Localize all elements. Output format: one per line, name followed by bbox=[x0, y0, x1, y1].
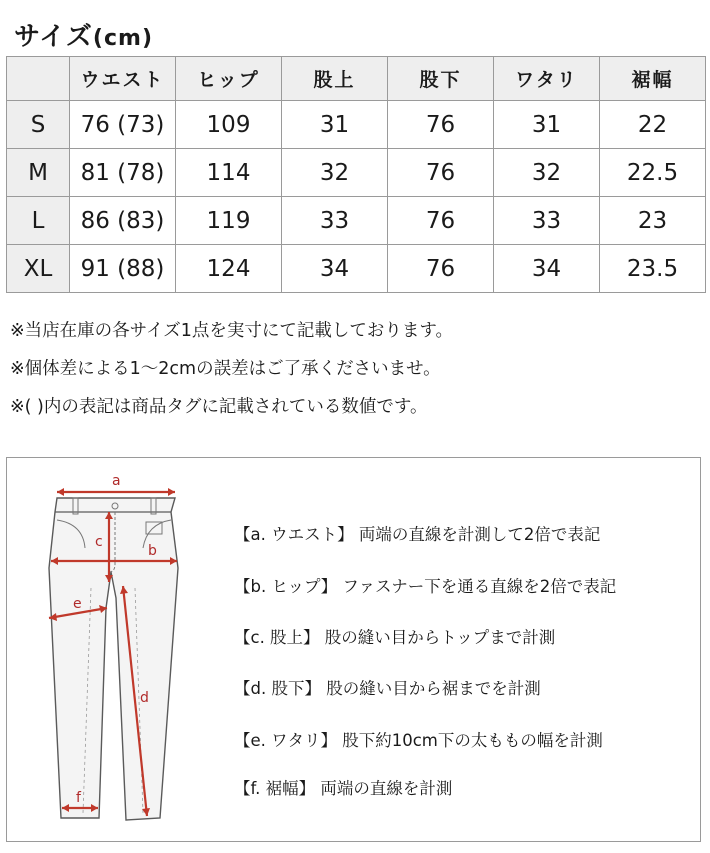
table-cell: 76 bbox=[388, 101, 494, 149]
notes bbox=[10, 312, 453, 426]
measure-c-label: c bbox=[95, 534, 103, 550]
table-header-row bbox=[7, 57, 706, 101]
table-row bbox=[7, 245, 706, 293]
table-cell: 91 (88) bbox=[70, 245, 176, 293]
legend-inseam: 【d. 股下】 股の縫い目から裾までを計測 bbox=[234, 679, 541, 698]
pants-outline bbox=[49, 498, 178, 820]
table-cell: 86 (83) bbox=[70, 197, 176, 245]
table-cell: 31 bbox=[282, 101, 388, 149]
measure-a-arrow-left bbox=[57, 488, 64, 496]
measure-a-label: a bbox=[112, 473, 121, 489]
header-thigh: ワタリ bbox=[494, 57, 600, 101]
table-corner-cell bbox=[7, 57, 70, 101]
size-table bbox=[6, 56, 706, 293]
table-cell: 32 bbox=[494, 149, 600, 197]
table-row bbox=[7, 197, 706, 245]
note-line: ※( )内の表記は商品タグに記載されている数値です。 bbox=[10, 397, 428, 417]
table-cell: 23.5 bbox=[600, 245, 706, 293]
legend-hip: 【b. ヒップ】 ファスナー下を通る直線を2倍で表記 bbox=[234, 577, 617, 596]
table-cell: 76 (73) bbox=[70, 101, 176, 149]
measure-f-label: f bbox=[76, 790, 81, 806]
table-cell: 34 bbox=[494, 245, 600, 293]
table-cell: 124 bbox=[176, 245, 282, 293]
measurement-diagram bbox=[6, 457, 701, 842]
table-cell: 33 bbox=[282, 197, 388, 245]
table-cell: 31 bbox=[494, 101, 600, 149]
row-size-label: L bbox=[7, 197, 70, 245]
table-cell: 23 bbox=[600, 197, 706, 245]
header-rise: 股上 bbox=[282, 57, 388, 101]
table-row bbox=[7, 149, 706, 197]
table-cell: 76 bbox=[388, 197, 494, 245]
measure-d-label: d bbox=[140, 690, 149, 706]
row-size-label: M bbox=[7, 149, 70, 197]
title-unit: (cm) bbox=[92, 26, 153, 51]
table-cell: 109 bbox=[176, 101, 282, 149]
pants-illustration bbox=[43, 468, 193, 828]
title-text: サイズ bbox=[14, 22, 93, 52]
page-title bbox=[14, 16, 153, 53]
measure-b-label: b bbox=[148, 543, 157, 559]
legend-hem: 【f. 裾幅】 両端の直線を計測 bbox=[234, 779, 453, 798]
header-hip: ヒップ bbox=[176, 57, 282, 101]
table-cell: 81 (78) bbox=[70, 149, 176, 197]
table-cell: 34 bbox=[282, 245, 388, 293]
table-cell: 32 bbox=[282, 149, 388, 197]
header-inseam: 股下 bbox=[388, 57, 494, 101]
table-cell: 114 bbox=[176, 149, 282, 197]
table-cell: 33 bbox=[494, 197, 600, 245]
row-size-label: S bbox=[7, 101, 70, 149]
header-waist: ウエスト bbox=[70, 57, 176, 101]
table-cell: 76 bbox=[388, 245, 494, 293]
header-hem: 裾幅 bbox=[600, 57, 706, 101]
legend-rise: 【c. 股上】 股の縫い目からトップまで計測 bbox=[234, 628, 556, 647]
legend-waist: 【a. ウエスト】 両端の直線を計測して2倍で表記 bbox=[234, 525, 601, 544]
row-size-label: XL bbox=[7, 245, 70, 293]
measure-a-arrow-right bbox=[168, 488, 175, 496]
note-line: ※個体差による1～2cmの誤差はご了承くださいませ。 bbox=[10, 359, 441, 379]
table-cell: 22.5 bbox=[600, 149, 706, 197]
table-cell: 22 bbox=[600, 101, 706, 149]
note-line: ※当店在庫の各サイズ1点を実寸にて記載しております。 bbox=[10, 321, 453, 341]
table-cell: 76 bbox=[388, 149, 494, 197]
table-row bbox=[7, 101, 706, 149]
legend-thigh: 【e. ワタリ】 股下約10cm下の太ももの幅を計測 bbox=[234, 731, 603, 750]
measure-e-label: e bbox=[73, 596, 82, 612]
table-cell: 119 bbox=[176, 197, 282, 245]
